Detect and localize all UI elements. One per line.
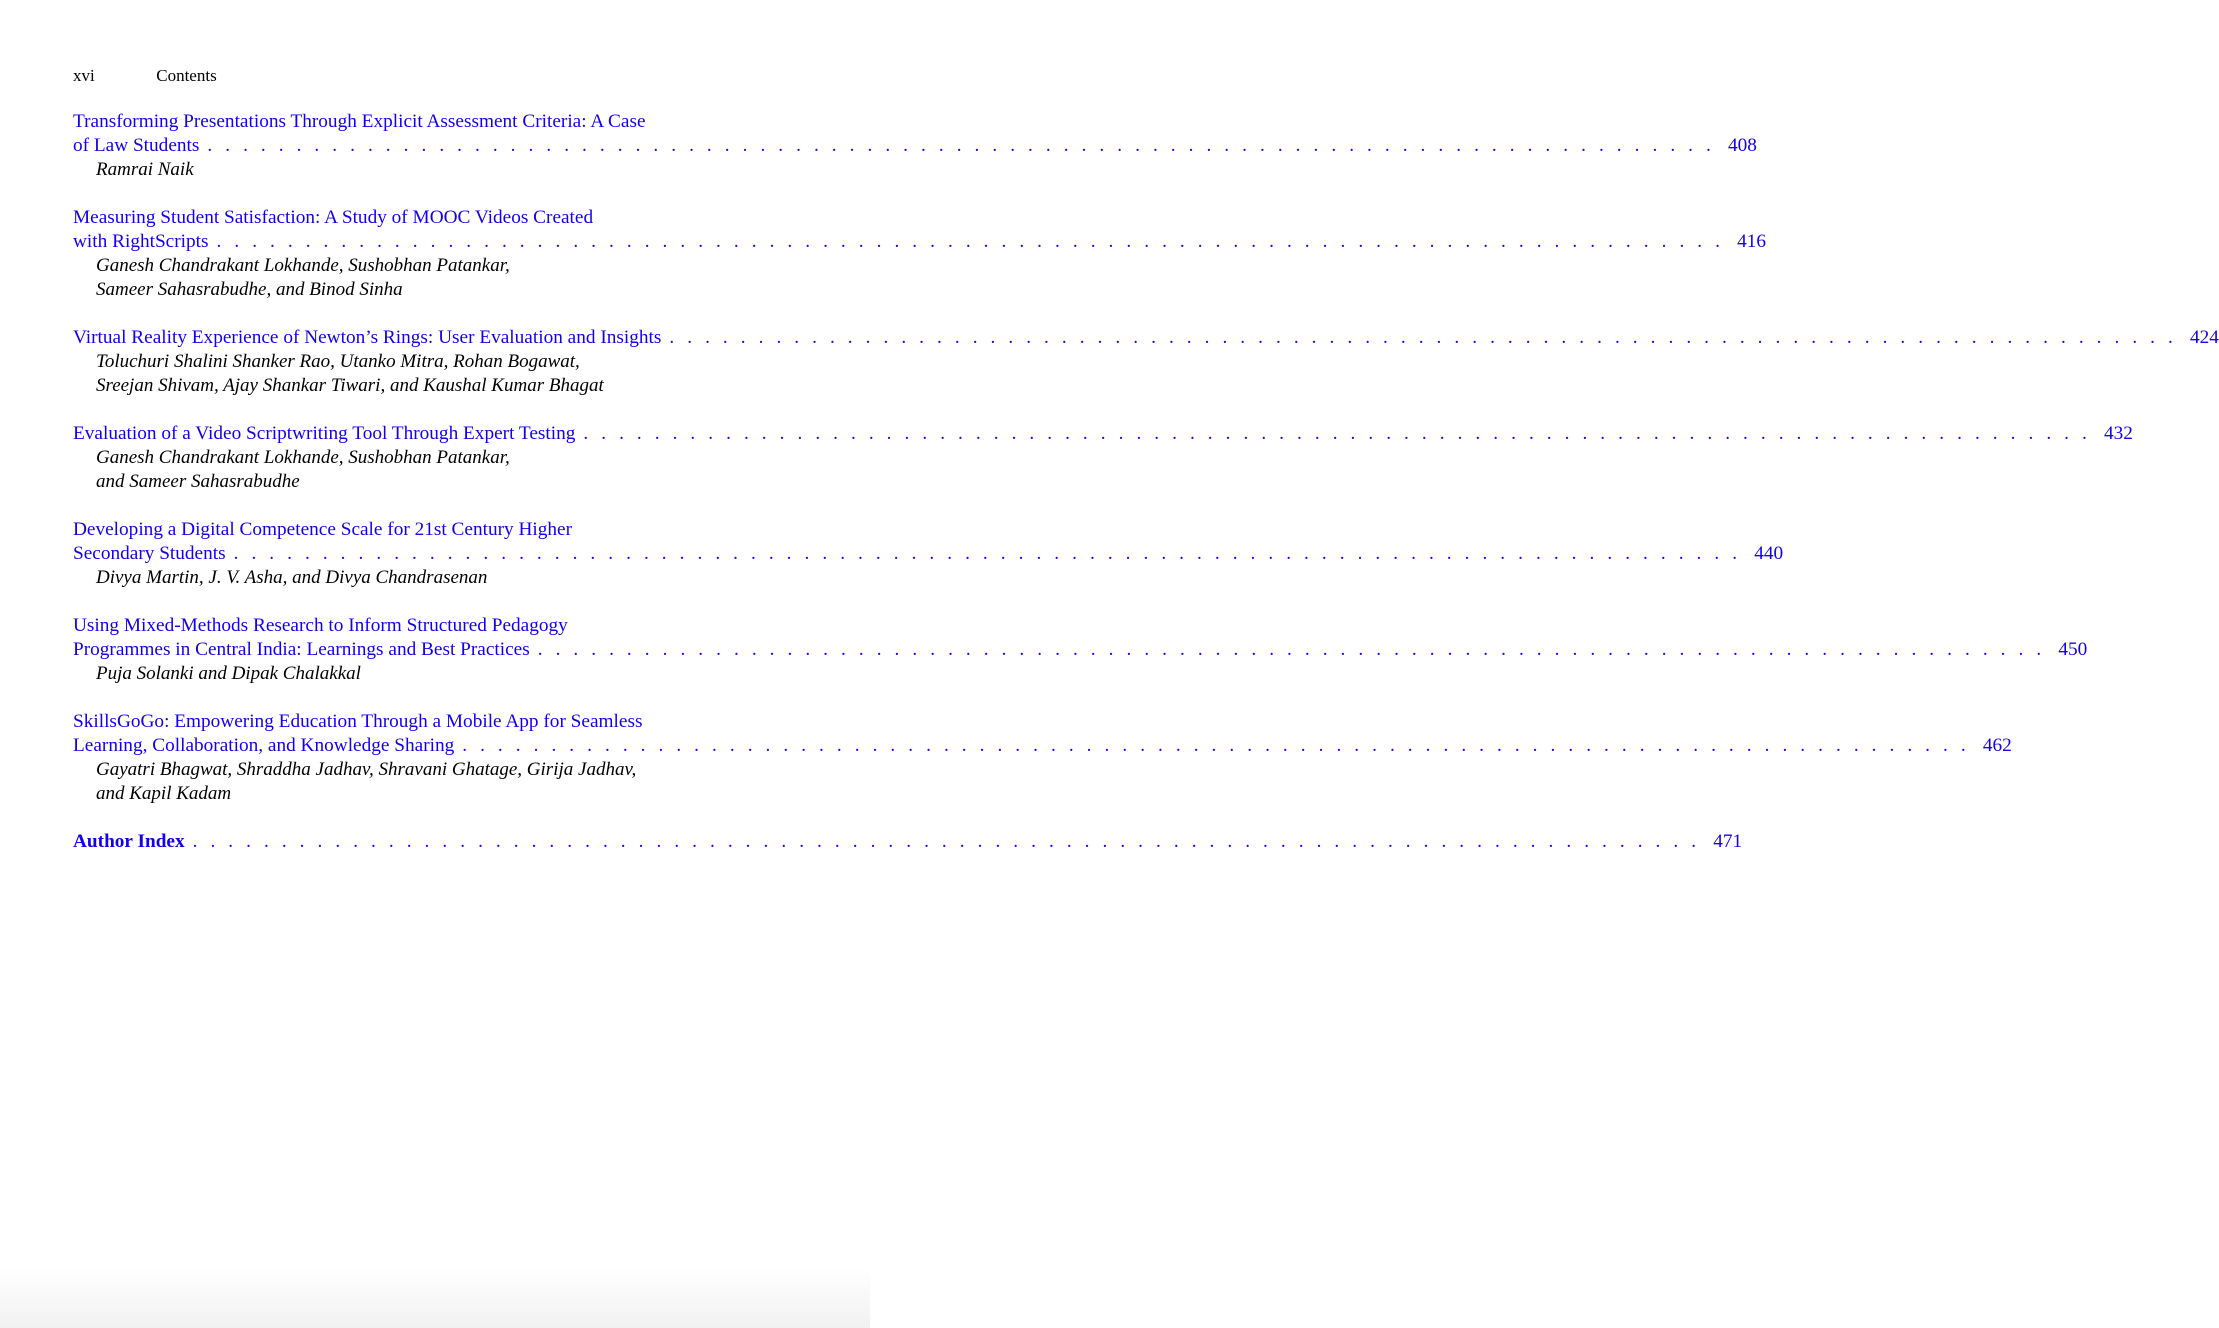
toc-entry-title-line[interactable]	[73, 134, 1757, 158]
toc-entry[interactable]	[73, 614, 2088, 686]
toc-entry-title-line[interactable]	[73, 710, 770, 734]
toc-entry-title-text[interactable]: SkillsGoGo: Empowering Education Through a Mobile App for Seamless	[73, 711, 643, 732]
toc-entry-authors: Gayatri Bhagwat, Shraddha Jadhav, Shravani Ghatage, Girija Jadhav,	[96, 759, 637, 780]
toc-entry-authors: Ramrai Naik	[96, 159, 194, 180]
toc-entry-page-number[interactable]: 440	[1754, 543, 1784, 564]
header-page-number: xvi	[73, 66, 95, 85]
toc-entry-title-text[interactable]: Virtual Reality Experience of Newton’s Rings: User Evaluation and Insights	[73, 327, 662, 348]
toc-entry[interactable]	[73, 710, 2012, 806]
toc-entry-title-text[interactable]: Using Mixed-Methods Research to Inform Structured Pedagogy	[73, 615, 568, 636]
toc-entry-title-line[interactable]	[73, 422, 2133, 446]
header-section-title: Contents	[156, 66, 217, 85]
toc-leader-dots: . . . . . . . . . . . . . . . . . . . . . . . . . . . . . . . . . . . . . . . . . . . . . . . . . . . . . . . . . . . . . . . . . . . . . . . . . . . . . . . . . . . . .	[192, 831, 1701, 852]
toc-entry-authors: Sreejan Shivam, Ajay Shankar Tiwari, and Kaushal Kumar Bhagat	[96, 375, 604, 396]
toc-entry-page-number[interactable]: 450	[2058, 639, 2088, 660]
table-of-contents	[73, 110, 2219, 854]
author-index-link[interactable]	[73, 830, 1743, 854]
toc-entry-title-line[interactable]	[73, 734, 2012, 758]
toc-entry-title-text[interactable]: of Law Students	[73, 135, 200, 156]
toc-entry-title-text[interactable]: Transforming Presentations Through Explicit Assessment Criteria: A Case	[73, 111, 646, 132]
toc-entry-page-number[interactable]: 462	[1982, 735, 2012, 756]
toc-entry-authors: Ganesh Chandrakant Lokhande, Sushobhan Patankar,	[96, 255, 510, 276]
running-header	[73, 64, 217, 88]
toc-entry-authors: and Kapil Kadam	[96, 783, 232, 804]
toc-entry[interactable]	[73, 518, 1784, 590]
toc-entry-authors: Puja Solanki and Dipak Chalakkal	[96, 663, 361, 684]
toc-entry-authors: Divya Martin, J. V. Asha, and Divya Chandrasenan	[96, 567, 488, 588]
toc-entry-title-line[interactable]	[73, 326, 2219, 350]
author-index-page-number[interactable]: 471	[1713, 831, 1743, 852]
toc-entry[interactable]	[73, 326, 2219, 398]
toc-entry-page-number[interactable]: 432	[2104, 423, 2133, 444]
toc-leader-dots: . . . . . . . . . . . . . . . . . . . . . . . . . . . . . . . . . . . . . . . . . . . . . . . . . . . . . . . . . . . . . . . . . . . . . . . . . . . . . . . . . . . . .	[669, 327, 2177, 348]
toc-entry-title-line[interactable]	[73, 206, 770, 230]
toc-entry-title-line[interactable]	[73, 110, 770, 134]
page-bottom-shadow	[0, 1268, 870, 1328]
toc-entry-page-number[interactable]: 424	[2190, 327, 2219, 348]
toc-leader-dots: . . . . . . . . . . . . . . . . . . . . . . . . . . . . . . . . . . . . . . . . . . . . . . . . . . . . . . . . . . . . . . . . . . . . . . . . . . . . . . . . . . . . .	[583, 423, 2091, 444]
toc-leader-dots: . . . . . . . . . . . . . . . . . . . . . . . . . . . . . . . . . . . . . . . . . . . . . . . . . . . . . . . . . . . . . . . . . . . . . . . . . . . . . . . . . . . . .	[233, 543, 1742, 564]
toc-entry-authors: Sameer Sahasrabudhe, and Binod Sinha	[96, 279, 403, 300]
toc-entry-title-line[interactable]	[73, 230, 1767, 254]
toc-leader-dots: . . . . . . . . . . . . . . . . . . . . . . . . . . . . . . . . . . . . . . . . . . . . . . . . . . . . . . . . . . . . . . . . . . . . . . . . . . . . . . . . . . . . .	[462, 735, 1970, 756]
toc-entry-title-line[interactable]	[73, 542, 1784, 566]
toc-entry-title-text[interactable]: with RightScripts	[73, 231, 209, 252]
toc-entry-title-text[interactable]: Developing a Digital Competence Scale for 21st Century Higher	[73, 519, 573, 540]
toc-entry-title-text[interactable]: Programmes in Central India: Learnings and Best Practices	[73, 639, 530, 660]
toc-entry-title-text[interactable]: Learning, Collaboration, and Knowledge Sharing	[73, 735, 455, 756]
toc-leader-dots: . . . . . . . . . . . . . . . . . . . . . . . . . . . . . . . . . . . . . . . . . . . . . . . . . . . . . . . . . . . . . . . . . . . . . . . . . . . . . . . . . . . . .	[216, 231, 1725, 252]
toc-entry-title-text[interactable]: Measuring Student Satisfaction: A Study of MOOC Videos Created	[73, 207, 594, 228]
toc-entry[interactable]	[73, 422, 2133, 494]
toc-leader-dots: . . . . . . . . . . . . . . . . . . . . . . . . . . . . . . . . . . . . . . . . . . . . . . . . . . . . . . . . . . . . . . . . . . . . . . . . . . . . . . . . . . . . .	[537, 639, 2046, 660]
author-index-label[interactable]: Author Index	[73, 831, 185, 852]
toc-leader-dots: . . . . . . . . . . . . . . . . . . . . . . . . . . . . . . . . . . . . . . . . . . . . . . . . . . . . . . . . . . . . . . . . . . . . . . . . . . . . . . . . . . . . .	[207, 135, 1715, 156]
toc-entry[interactable]	[73, 206, 1767, 302]
toc-entry-authors: Ganesh Chandrakant Lokhande, Sushobhan Patankar,	[96, 447, 510, 468]
toc-entry-title-text[interactable]: Evaluation of a Video Scriptwriting Tool Through Expert Testing	[73, 423, 576, 444]
toc-entry-authors: Toluchuri Shalini Shanker Rao, Utanko Mitra, Rohan Bogawat,	[96, 351, 580, 372]
toc-entry-authors: and Sameer Sahasrabudhe	[96, 471, 300, 492]
toc-entry-page-number[interactable]: 408	[1728, 135, 1757, 156]
toc-entry-title-line[interactable]	[73, 638, 2088, 662]
toc-entry-title-line[interactable]	[73, 614, 770, 638]
toc-entry-title-text[interactable]: Secondary Students	[73, 543, 226, 564]
toc-entry[interactable]	[73, 110, 1757, 182]
toc-entry-page-number[interactable]: 416	[1737, 231, 1767, 252]
toc-entry-title-line[interactable]	[73, 518, 770, 542]
